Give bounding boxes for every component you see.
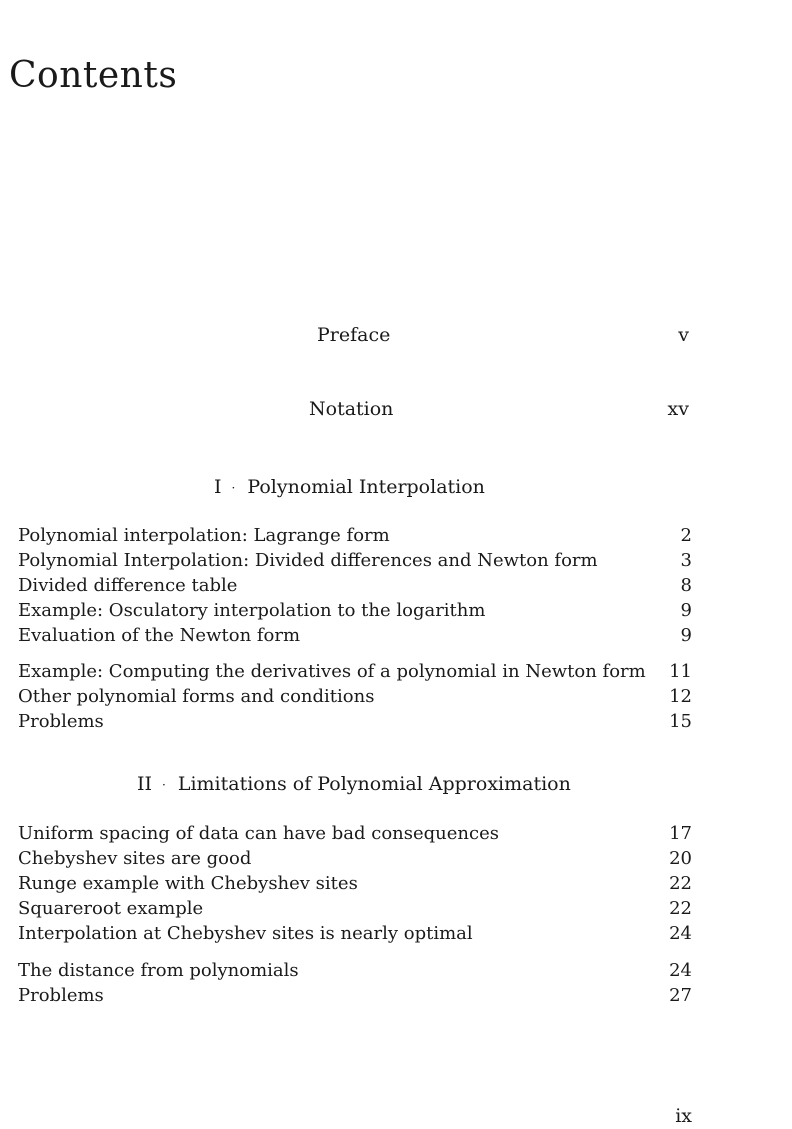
toc-entry-label: Problems bbox=[18, 985, 104, 1006]
toc-entry-label: Evaluation of the Newton form bbox=[18, 625, 301, 646]
toc-entry-label: Chebyshev sites are good bbox=[18, 848, 252, 869]
part-numeral: II bbox=[137, 773, 153, 795]
toc-entry-label: The distance from polynomials bbox=[18, 960, 299, 981]
toc-entry-page: 3 bbox=[680, 550, 692, 571]
toc-entry[interactable] bbox=[18, 659, 692, 684]
toc-entry-page: 22 bbox=[669, 898, 692, 919]
toc-entry-page: 15 bbox=[669, 711, 692, 732]
toc-entry-page: 22 bbox=[669, 873, 692, 894]
toc-entry[interactable] bbox=[18, 921, 692, 946]
part-separator: · bbox=[231, 481, 236, 495]
toc-entry-label: Example: Osculatory interpolation to the logarithm bbox=[18, 600, 486, 621]
toc-entry[interactable] bbox=[18, 548, 692, 573]
toc-entry-page: 9 bbox=[680, 625, 692, 646]
toc-entry[interactable] bbox=[18, 523, 692, 548]
toc-entry[interactable] bbox=[18, 983, 692, 1008]
toc-entry-page: 11 bbox=[669, 661, 692, 682]
toc-entry-page: v bbox=[678, 324, 689, 346]
toc-entry[interactable] bbox=[18, 573, 692, 598]
toc-entry-label: Example: Computing the derivatives of a polynomial in Newton form bbox=[18, 661, 646, 682]
toc-entry-notation[interactable] bbox=[0, 398, 792, 424]
toc-entry-label: Notation bbox=[309, 398, 394, 420]
toc-entry-page: 24 bbox=[669, 923, 692, 944]
toc-entry-label: Polynomial interpolation: Lagrange form bbox=[18, 525, 390, 546]
toc-entry[interactable] bbox=[18, 871, 692, 896]
toc-group bbox=[18, 659, 692, 734]
toc-entry-label: Problems bbox=[18, 711, 104, 732]
toc-entry[interactable] bbox=[18, 684, 692, 709]
part-separator: · bbox=[162, 778, 166, 792]
toc-group bbox=[18, 821, 692, 946]
toc-entry-label: Interpolation at Chebyshev sites is nearly optimal bbox=[18, 923, 473, 944]
toc-entry[interactable] bbox=[18, 709, 692, 734]
toc-entry[interactable] bbox=[18, 896, 692, 921]
toc-group bbox=[18, 958, 692, 1008]
toc-entry[interactable] bbox=[18, 958, 692, 983]
part-title: Limitations of Polynomial Approximation bbox=[177, 773, 571, 795]
toc-entry-page: 27 bbox=[669, 985, 692, 1006]
part-numeral: I bbox=[214, 476, 222, 498]
toc-group bbox=[18, 523, 692, 648]
toc-entry-page: 12 bbox=[669, 686, 692, 707]
toc-entry-page: xv bbox=[667, 398, 689, 420]
toc-entry-label: Squareroot example bbox=[18, 898, 204, 919]
page-number: ix bbox=[675, 1105, 692, 1127]
toc-entry-page: 20 bbox=[669, 848, 692, 869]
toc-entry-page: 2 bbox=[680, 525, 692, 546]
part-title: Polynomial Interpolation bbox=[247, 476, 485, 498]
toc-entry-page: 8 bbox=[680, 575, 692, 596]
part-heading-1 bbox=[214, 474, 485, 501]
toc-entry-label: Uniform spacing of data can have bad consequences bbox=[18, 823, 499, 844]
toc-entry-label: Runge example with Chebyshev sites bbox=[18, 873, 358, 894]
toc-entry-label: Divided difference table bbox=[18, 575, 238, 596]
toc-entry[interactable] bbox=[18, 598, 692, 623]
toc-entry-page: 24 bbox=[669, 960, 692, 981]
toc-entry-label: Other polynomial forms and conditions bbox=[18, 686, 375, 707]
toc-entry-preface[interactable] bbox=[0, 324, 792, 350]
page-title: Contents bbox=[9, 55, 178, 96]
toc-entry-label: Polynomial Interpolation: Divided differences and Newton form bbox=[18, 550, 598, 571]
toc-entry-label: Preface bbox=[317, 324, 391, 346]
toc-entry[interactable] bbox=[18, 821, 692, 846]
part-heading-2 bbox=[137, 771, 571, 798]
toc-entry[interactable] bbox=[18, 623, 692, 648]
toc-entry[interactable] bbox=[18, 846, 692, 871]
toc-entry-page: 17 bbox=[669, 823, 692, 844]
toc-entry-page: 9 bbox=[680, 600, 692, 621]
